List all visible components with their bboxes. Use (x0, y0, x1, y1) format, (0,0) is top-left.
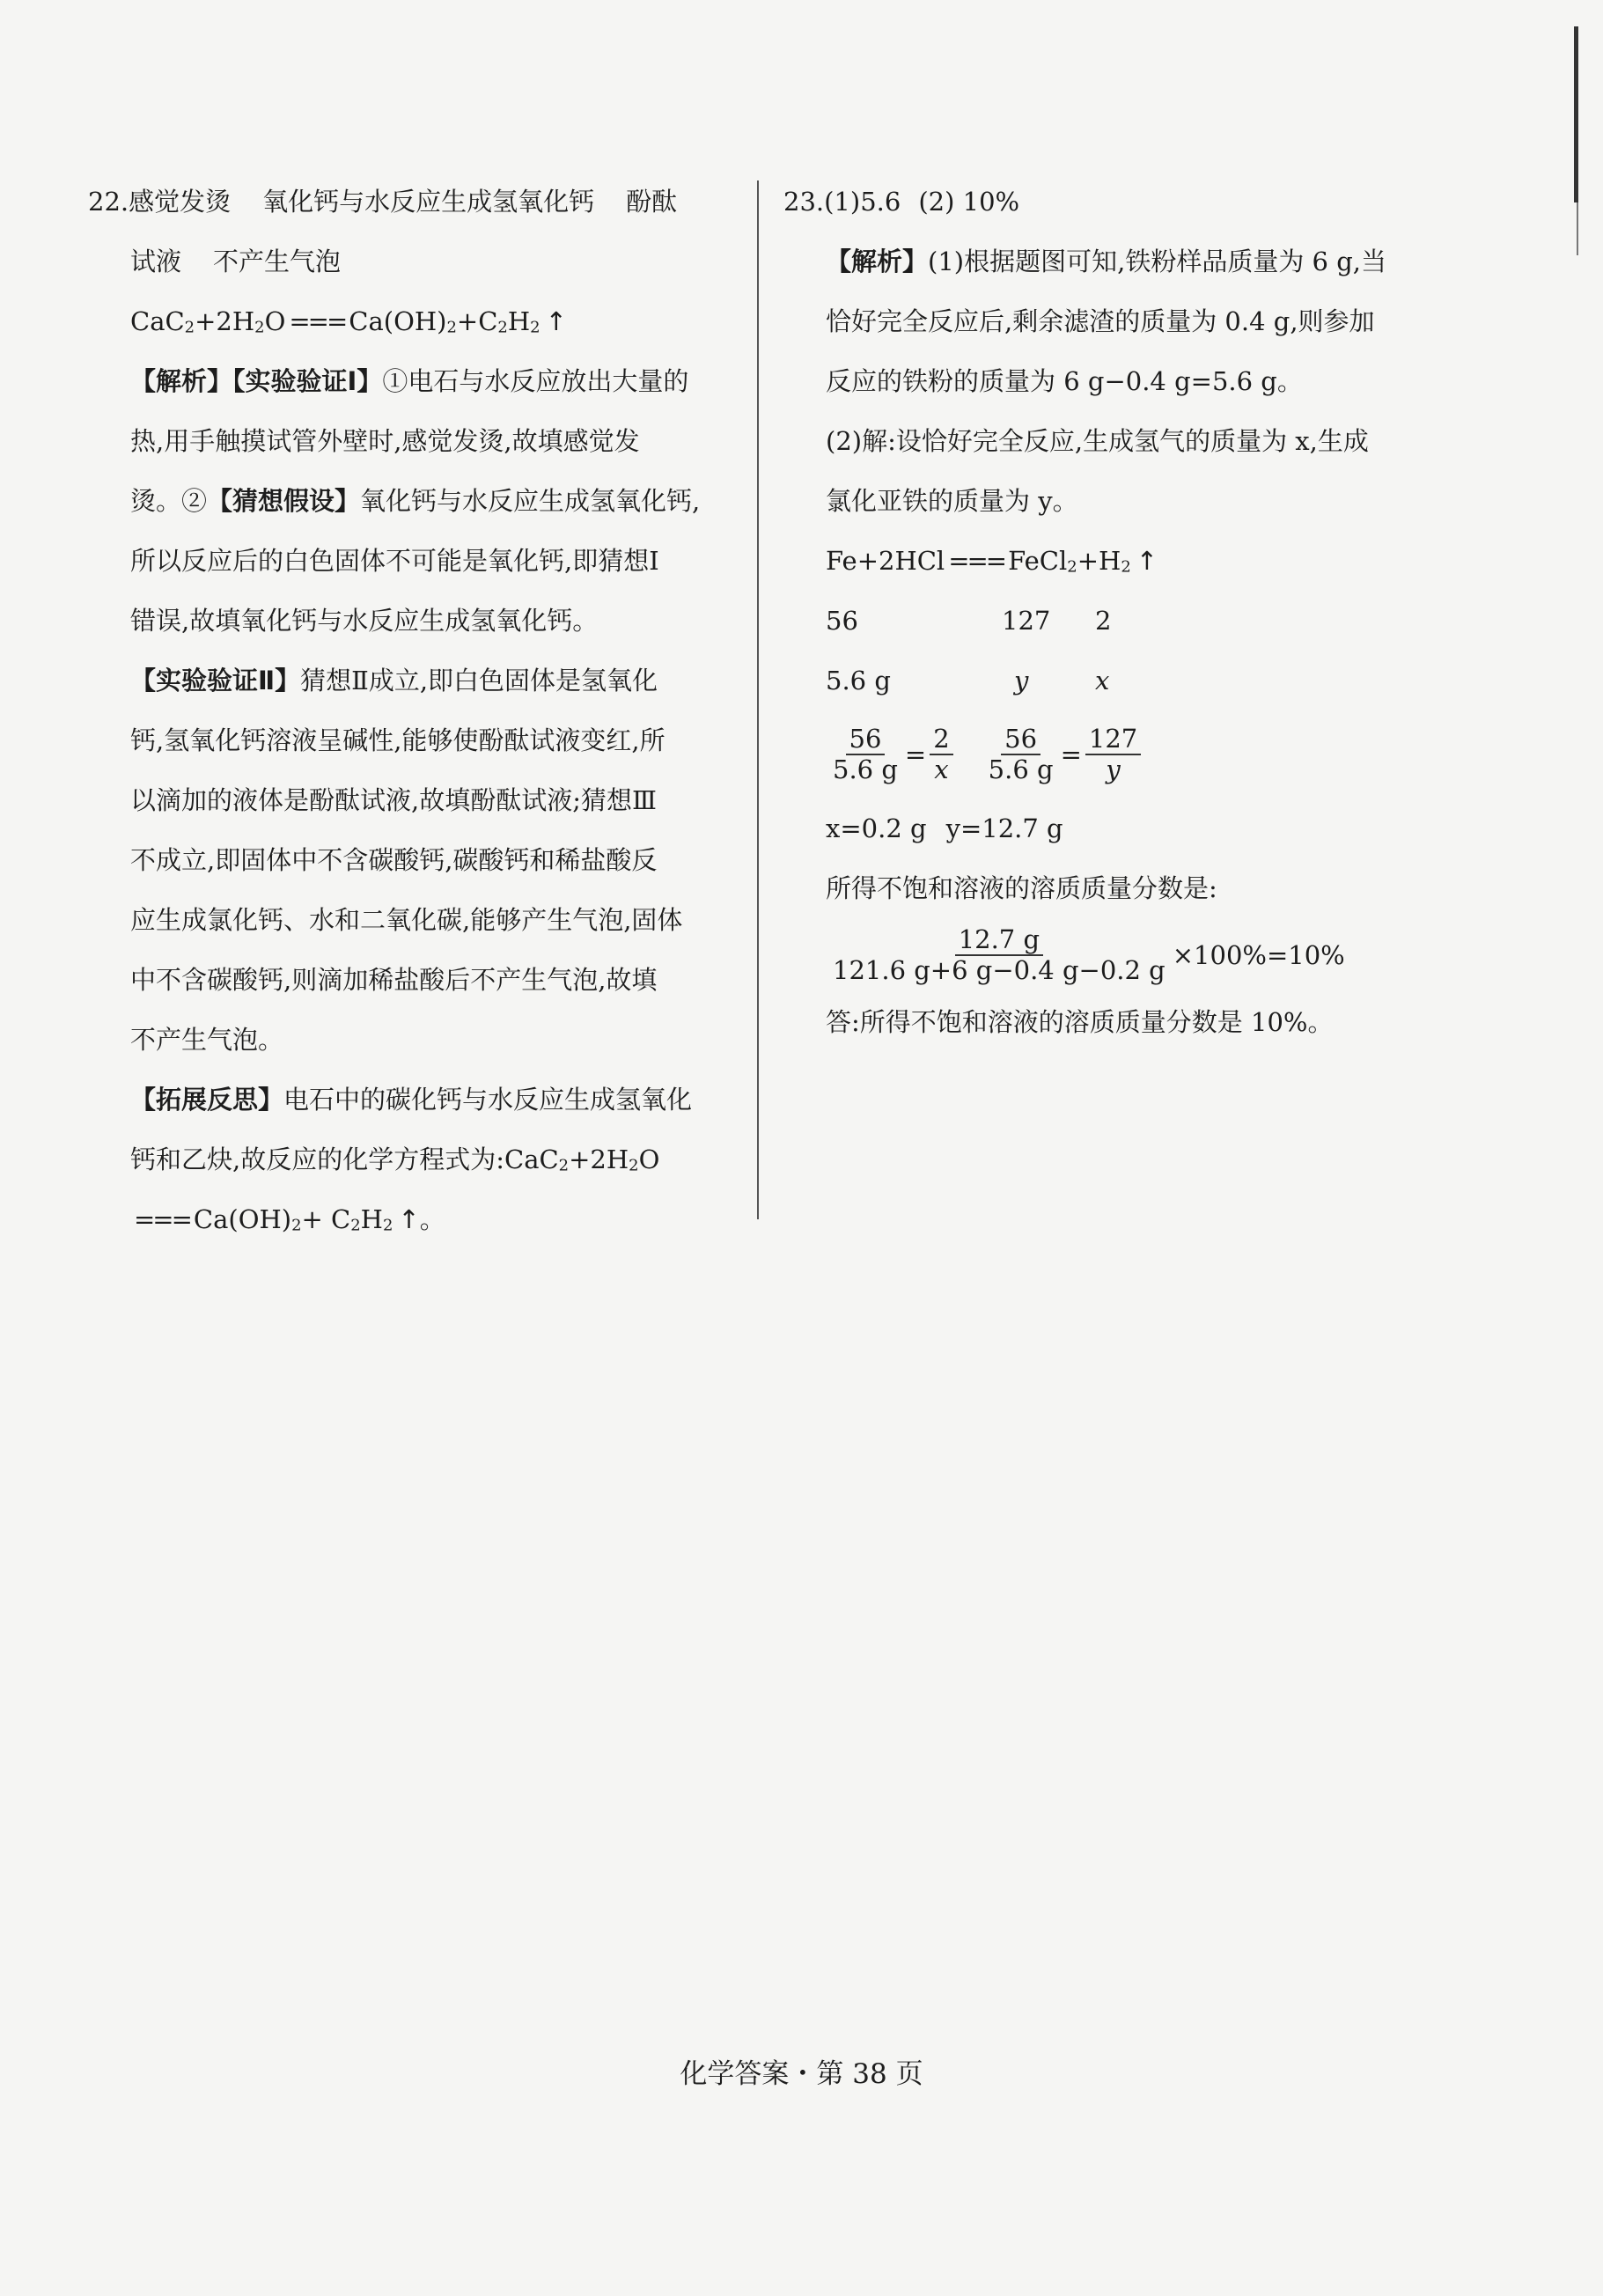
q22-answer-3: 酚酞 (626, 187, 678, 217)
q22-answer-2: 氧化钙与水反应生成氢氧化钙 (262, 187, 595, 217)
fraction: $\frac{12.7 g}{121.6 g+6 g-0.4 g-0.2 g}$ (833, 924, 1165, 985)
paragraph-line: 错误,故填氧化钙与水反应生成氢氧化钙。 (130, 606, 599, 636)
fraction: $\frac{2}{x}$ (930, 725, 952, 785)
paragraph-line: 【解析】(1)根据题图可知,铁粉样品质量为 6 g,当 (826, 247, 1386, 276)
paragraph-line: 不成立,即固体中不含碳酸钙,碳酸钙和稀盐酸反 (130, 845, 658, 875)
paragraph-line: 应生成氯化钙、水和二氧化碳,能够产生气泡,固体 (130, 905, 683, 935)
column-divider (757, 180, 759, 1219)
paragraph-line: 不产生气泡。 (130, 1025, 284, 1055)
paragraph-line: 【解析】【实验验证Ⅰ】①电石与水反应放出大量的 (130, 366, 689, 396)
paragraph-line: 恰好完全反应后,剩余滤渣的质量为 0.4 g,则参加 (826, 306, 1375, 336)
q23-answer-2: (2) 10% (918, 187, 1020, 217)
gas-arrow-icon: ↑ (1136, 546, 1158, 576)
ratio-row: $\frac{56}{5.6 g}$ = $\frac{2}{x}$ $\frac{56}{5.6 g}$ = $\frac{127}{y}$ (783, 710, 1435, 798)
paragraph-line: 烫。②【猜想假设】氧化钙与水反应生成氢氧化钙, (130, 486, 701, 516)
fraction: $\frac{127}{y}$ (1085, 725, 1141, 785)
fraction: $\frac{56}{5.6 g}$ (988, 723, 1054, 784)
question-23 (783, 172, 1435, 1052)
q22-answer-3b: 试液 (130, 247, 182, 276)
paragraph-line: 【实验验证Ⅱ】猜想Ⅱ成立,即白色固体是氢氧化 (130, 666, 658, 695)
analysis-tag: 【解析】 (130, 366, 233, 396)
paragraph-line: 以滴加的液体是酚酞试液,故填酚酞试液;猜想Ⅲ (130, 785, 657, 815)
q22-answer-4: 不产生气泡 (213, 247, 342, 276)
q23-answer-1: 23.(1)5.6 (783, 187, 901, 217)
q23-answer-line (783, 172, 1435, 232)
paragraph-line: 所得不饱和溶液的溶质质量分数是: (826, 873, 1217, 903)
page-edge-mark (1574, 26, 1578, 202)
paragraph-line: 中不含碳酸钙,则滴加稀盐酸后不产生气泡,故填 (130, 965, 658, 995)
page-edge-mark (1577, 202, 1578, 255)
paragraph-line: 热,用手触摸试管外壁时,感觉发烫,故填感觉发 (130, 426, 640, 456)
q22-answer-1: 22.感觉发烫 (88, 187, 232, 217)
section-tag: 【实验验证Ⅱ】 (130, 666, 301, 695)
paragraph-line: 钙,氢氧化钙溶液呈碱性,能够使酚酞试液变红,所 (130, 725, 665, 755)
section-tag: 【猜想假设】 (207, 486, 361, 516)
result-line: x=0.2 g y=12.7 g (826, 813, 1063, 843)
analysis-tag: 【解析】 (826, 247, 929, 276)
equals-sign: === (289, 306, 346, 336)
final-answer: 答:所得不饱和溶液的溶质质量分数是 10%。 (826, 1007, 1334, 1037)
equals-sign: === (948, 546, 1005, 576)
given-mass-row: 5.6 g y x (826, 666, 1110, 695)
q23-equation: Fe+2HCl === $FeCl_2+H_2$ ↑ (783, 531, 1435, 591)
fraction: $\frac{56}{5.6 g}$ (833, 723, 898, 784)
paragraph-line: (2)解:设恰好完全反应,生成氢气的质量为 x,生成 (826, 426, 1369, 456)
gas-arrow-icon: ↑ (545, 306, 567, 336)
paragraph-line: 所以反应后的白色固体不可能是氧化钙,即猜想Ⅰ (130, 546, 659, 576)
q22-equation-cont: === $Ca(OH)_2+ C_2H_2$ ↑。 (88, 1189, 731, 1249)
paragraph-line: 氯化亚铁的质量为 y。 (826, 486, 1078, 516)
question-22 (88, 172, 731, 1249)
paragraph-line: 【拓展反思】电石中的碳化钙与水反应生成氢氧化 (130, 1085, 693, 1115)
q22-answer-line (88, 232, 731, 291)
q22-answer-line (88, 172, 731, 232)
molar-mass-row: 56 127 2 (826, 606, 1112, 636)
q22-equation: $CaC_2+2H_2O$ === $Ca(OH)_2+C_2H_2$ ↑ (88, 291, 731, 351)
page-footer: 化学答案・第 38 页 (680, 2058, 923, 2090)
final-fraction-row: $\frac{12.7 g}{121.6 g+6 g-0.4 g-0.2 g}$ ×100%=10% (783, 918, 1435, 992)
paragraph-line: 钙和乙炔,故反应的化学方程式为$:CaC_2+2H_2O$ (130, 1144, 660, 1175)
gas-arrow-icon: ↑ (398, 1204, 420, 1234)
equals-sign: === (134, 1204, 190, 1234)
section-tag: 【实验验证Ⅰ】 (232, 366, 383, 396)
paragraph-line: 反应的铁粉的质量为 6 g−0.4 g=5.6 g。 (826, 366, 1303, 396)
section-tag: 【拓展反思】 (130, 1085, 284, 1115)
